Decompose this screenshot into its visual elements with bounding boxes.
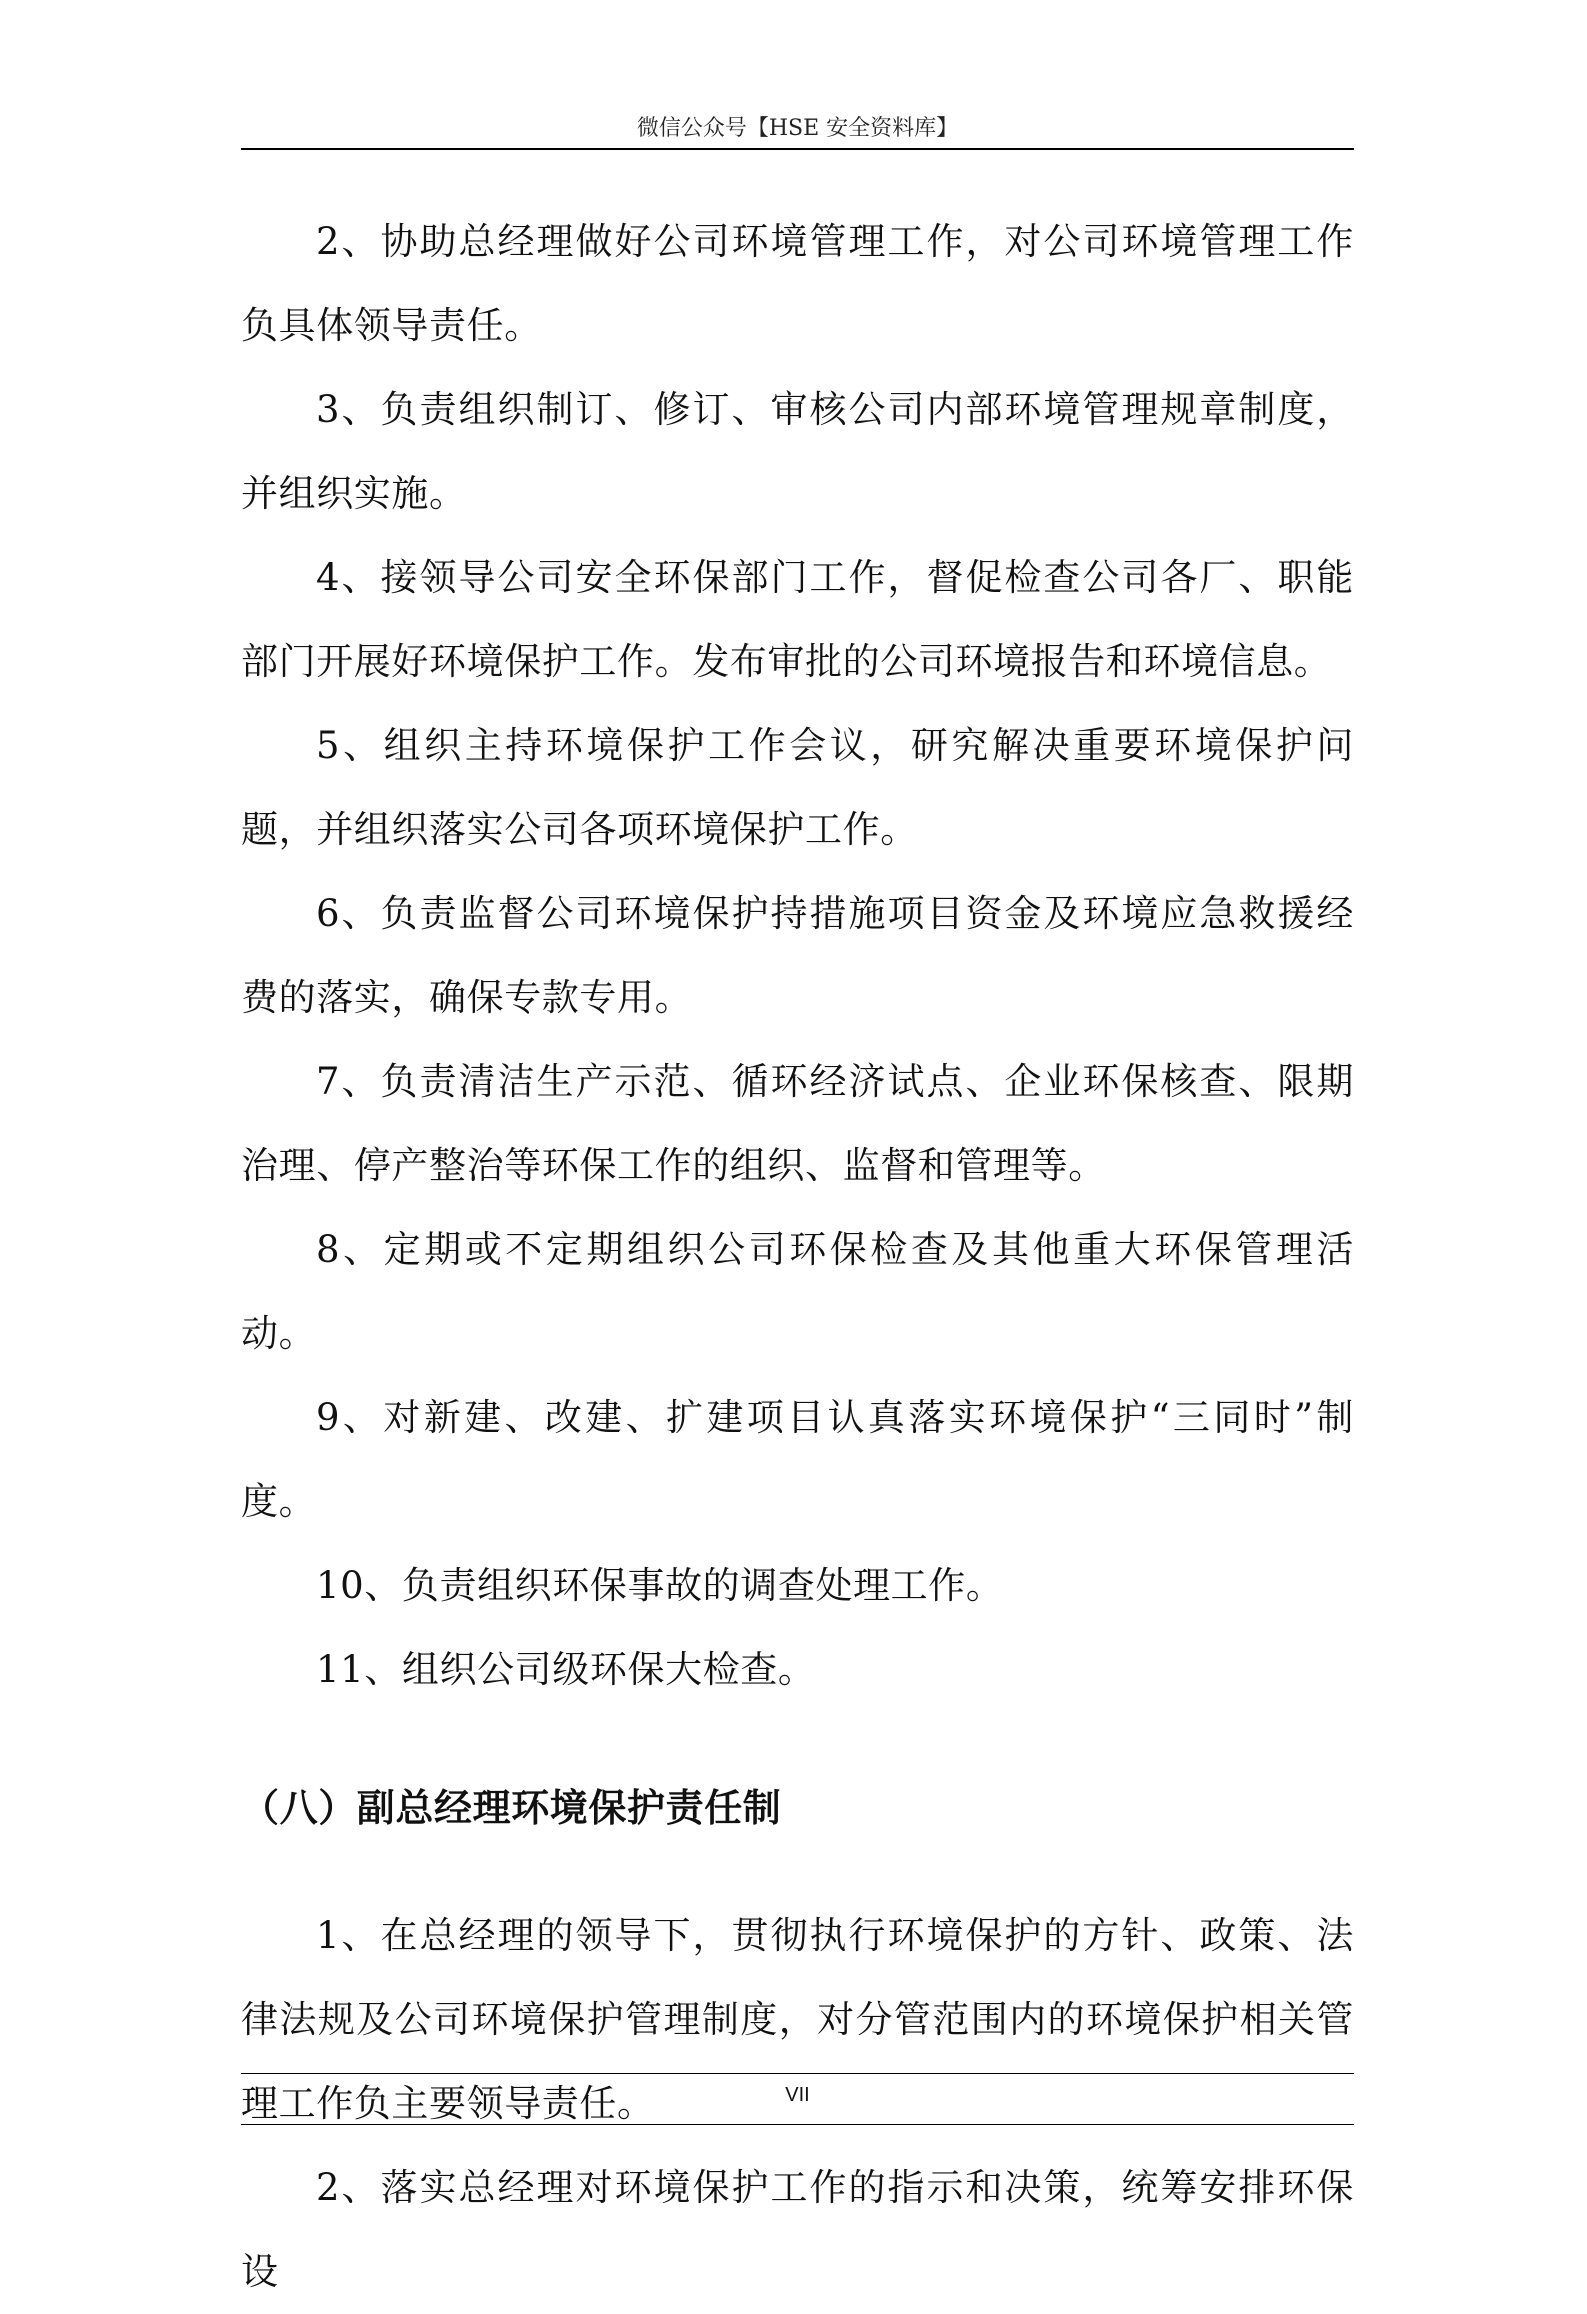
paragraph: 7、负责清洁生产示范、循环经济试点、企业环保核查、限期治理、停产整治等环保工作的组织、监督和管理等。 — [241, 1060, 1354, 1187]
paragraph: 1、在总经理的领导下，贯彻执行环境保护的方针、政策、法律法规及公司环境保护管理制度，对分管范围内的环境保护相关管理工作负主要领导责任。 — [241, 1914, 1354, 2125]
footer-divider-top — [241, 2073, 1354, 2074]
paragraph: 11、组织公司级环保大检查。 — [316, 1648, 816, 1691]
paragraph: 10、负责组织环保事故的调查处理工作。 — [316, 1564, 1004, 1607]
document-body — [241, 200, 1354, 2314]
footer-divider-bottom — [241, 2124, 1354, 2125]
section-heading: （八）副总经理环境保护责任制 — [241, 1786, 782, 1830]
paragraph: 9、对新建、改建、扩建项目认真落实环境保护“三同时”制度。 — [241, 1396, 1354, 1523]
paragraph: 4、接领导公司安全环保部门工作，督促检查公司各厂、职能部门开展好环境保护工作。发布审批的公司环境报告和环境信息。 — [241, 556, 1354, 683]
paragraph: 6、负责监督公司环境保护持措施项目资金及环境应急救援经费的落实，确保专款专用。 — [241, 892, 1354, 1019]
paragraph: 8、定期或不定期组织公司环保检查及其他重大环保管理活动。 — [241, 1228, 1354, 1355]
header-divider — [241, 148, 1354, 150]
paragraph: 3、负责组织制订、修订、审核公司内部环境管理规章制度，并组织实施。 — [241, 388, 1354, 515]
paragraph: 5、组织主持环境保护工作会议，研究解决重要环境保护问题，并组织落实公司各项环境保护工作。 — [241, 724, 1354, 851]
page-header: 微信公众号【HSE 安全资料库】 — [636, 116, 959, 141]
paragraph: 2、落实总经理对环境保护工作的指示和决策，统筹安排环保设 — [241, 2166, 1354, 2293]
page-number: VII — [785, 2084, 810, 2106]
paragraph: 2、协助总经理做好公司环境管理工作，对公司环境管理工作负具体领导责任。 — [241, 220, 1354, 347]
